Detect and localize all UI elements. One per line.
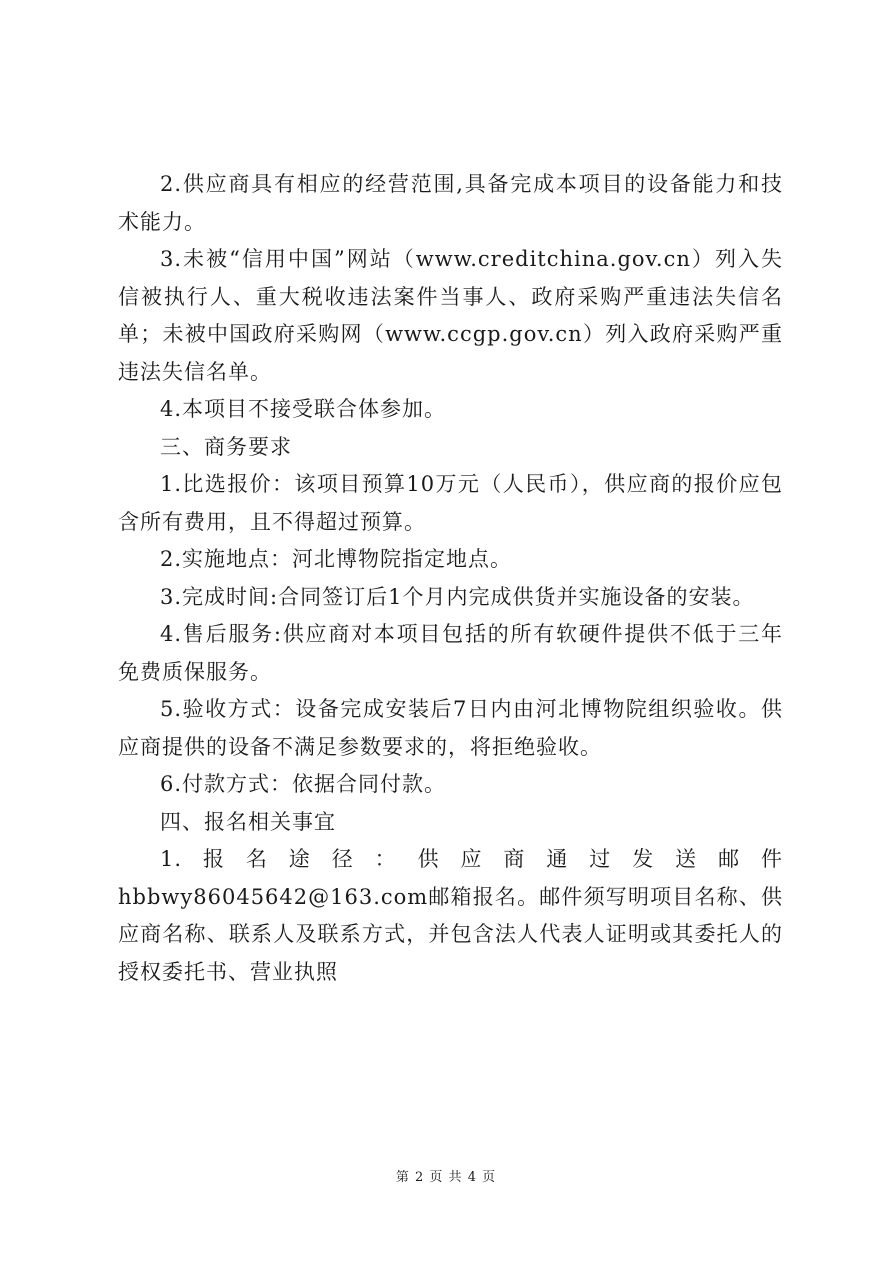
section-heading-business: 三、商务要求 (160, 434, 292, 459)
paragraph-location: 2.实施地点：河北博物院指定地点。 (160, 547, 513, 571)
paragraph-after-sales: 4.售后服务:供应商对本项目包括的所有软硬件提供不低于三年免费质保服务。 (118, 622, 783, 684)
paragraph-completion-time: 3.完成时间:合同签订后1个月内完成供货并实施设备的安装。 (160, 584, 755, 609)
paragraph-requirement-4: 4.本项目不接受联合体参加。 (160, 397, 447, 421)
page-footer: 第 2 页 共 4 页 (395, 1170, 497, 1185)
paragraph-payment: 6.付款方式：依据合同付款。 (160, 772, 447, 796)
section-heading-registration: 四、报名相关事宜 (160, 809, 336, 834)
paragraph-acceptance: 5.验收方式：设备完成安装后7日内由河北博物院组织验收。供应商提供的设备不满足参数要求的，将拒绝验收。 (118, 697, 783, 759)
paragraph-registration-method: 1.报名途径：供应商通过发送邮件hbbwy86045642@163.com邮箱报名。邮件须写明项目名称、供应商名称、联系人及联系方式，并包含法人代表人证明或其委托人的授权委托书、营业执照 (118, 847, 783, 984)
document-body (118, 166, 783, 991)
paragraph-quote: 1.比选报价：该项目预算10万元（人民币），供应商的报价应包含所有费用，且不得超过预算。 (118, 472, 783, 534)
paragraph-requirement-3: 3.未被“信用中国”网站（www.creditchina.gov.cn）列入失信被执行人、重大税收违法案件当事人、政府采购严重违法失信名单；未被中国政府采购网（www.ccgp.gov.cn）列入政府采购严重违法失信名单。 (118, 247, 783, 384)
paragraph-requirement-2: 2.供应商具有相应的经营范围,具备完成本项目的设备能力和技术能力。 (118, 172, 783, 234)
